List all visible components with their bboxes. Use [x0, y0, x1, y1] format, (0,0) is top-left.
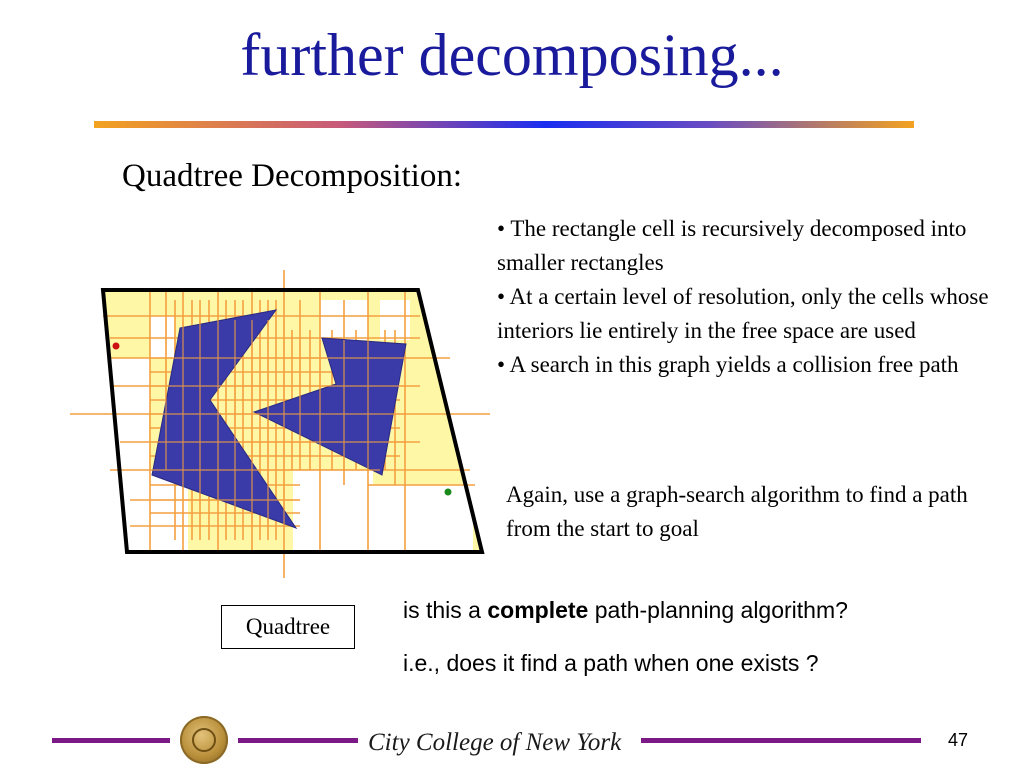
question-prefix: is this a	[403, 597, 488, 623]
graph-search-note: Again, use a graph-search algorithm to find a path from the start to goal	[506, 482, 968, 541]
start-point	[113, 343, 120, 350]
goal-point	[445, 489, 452, 496]
quadtree-caption: Quadtree	[221, 605, 355, 649]
slide-title: further decomposing...	[240, 22, 784, 88]
footer-college-name: City College of New York	[368, 729, 622, 756]
bullet-item: • The rectangle cell is recursively decomposed into smaller rectangles	[497, 216, 967, 275]
question-emphasis: complete	[487, 597, 589, 623]
bullet-item: • A search in this graph yields a collision free path	[497, 352, 959, 377]
college-seal-icon	[180, 716, 228, 764]
footer-rule-right	[641, 738, 921, 743]
section-heading: Quadtree Decomposition:	[122, 158, 462, 194]
bullet-item: • At a certain level of resolution, only the cells whose interiors lie entirely in the free space are used	[497, 284, 989, 343]
footer-rule-mid	[238, 738, 358, 743]
completeness-clarification: i.e., does it find a path when one exists ?	[403, 650, 819, 676]
question-suffix: path-planning algorithm?	[588, 597, 848, 623]
page-number: 47	[948, 730, 969, 750]
footer-rule-left	[52, 738, 170, 743]
